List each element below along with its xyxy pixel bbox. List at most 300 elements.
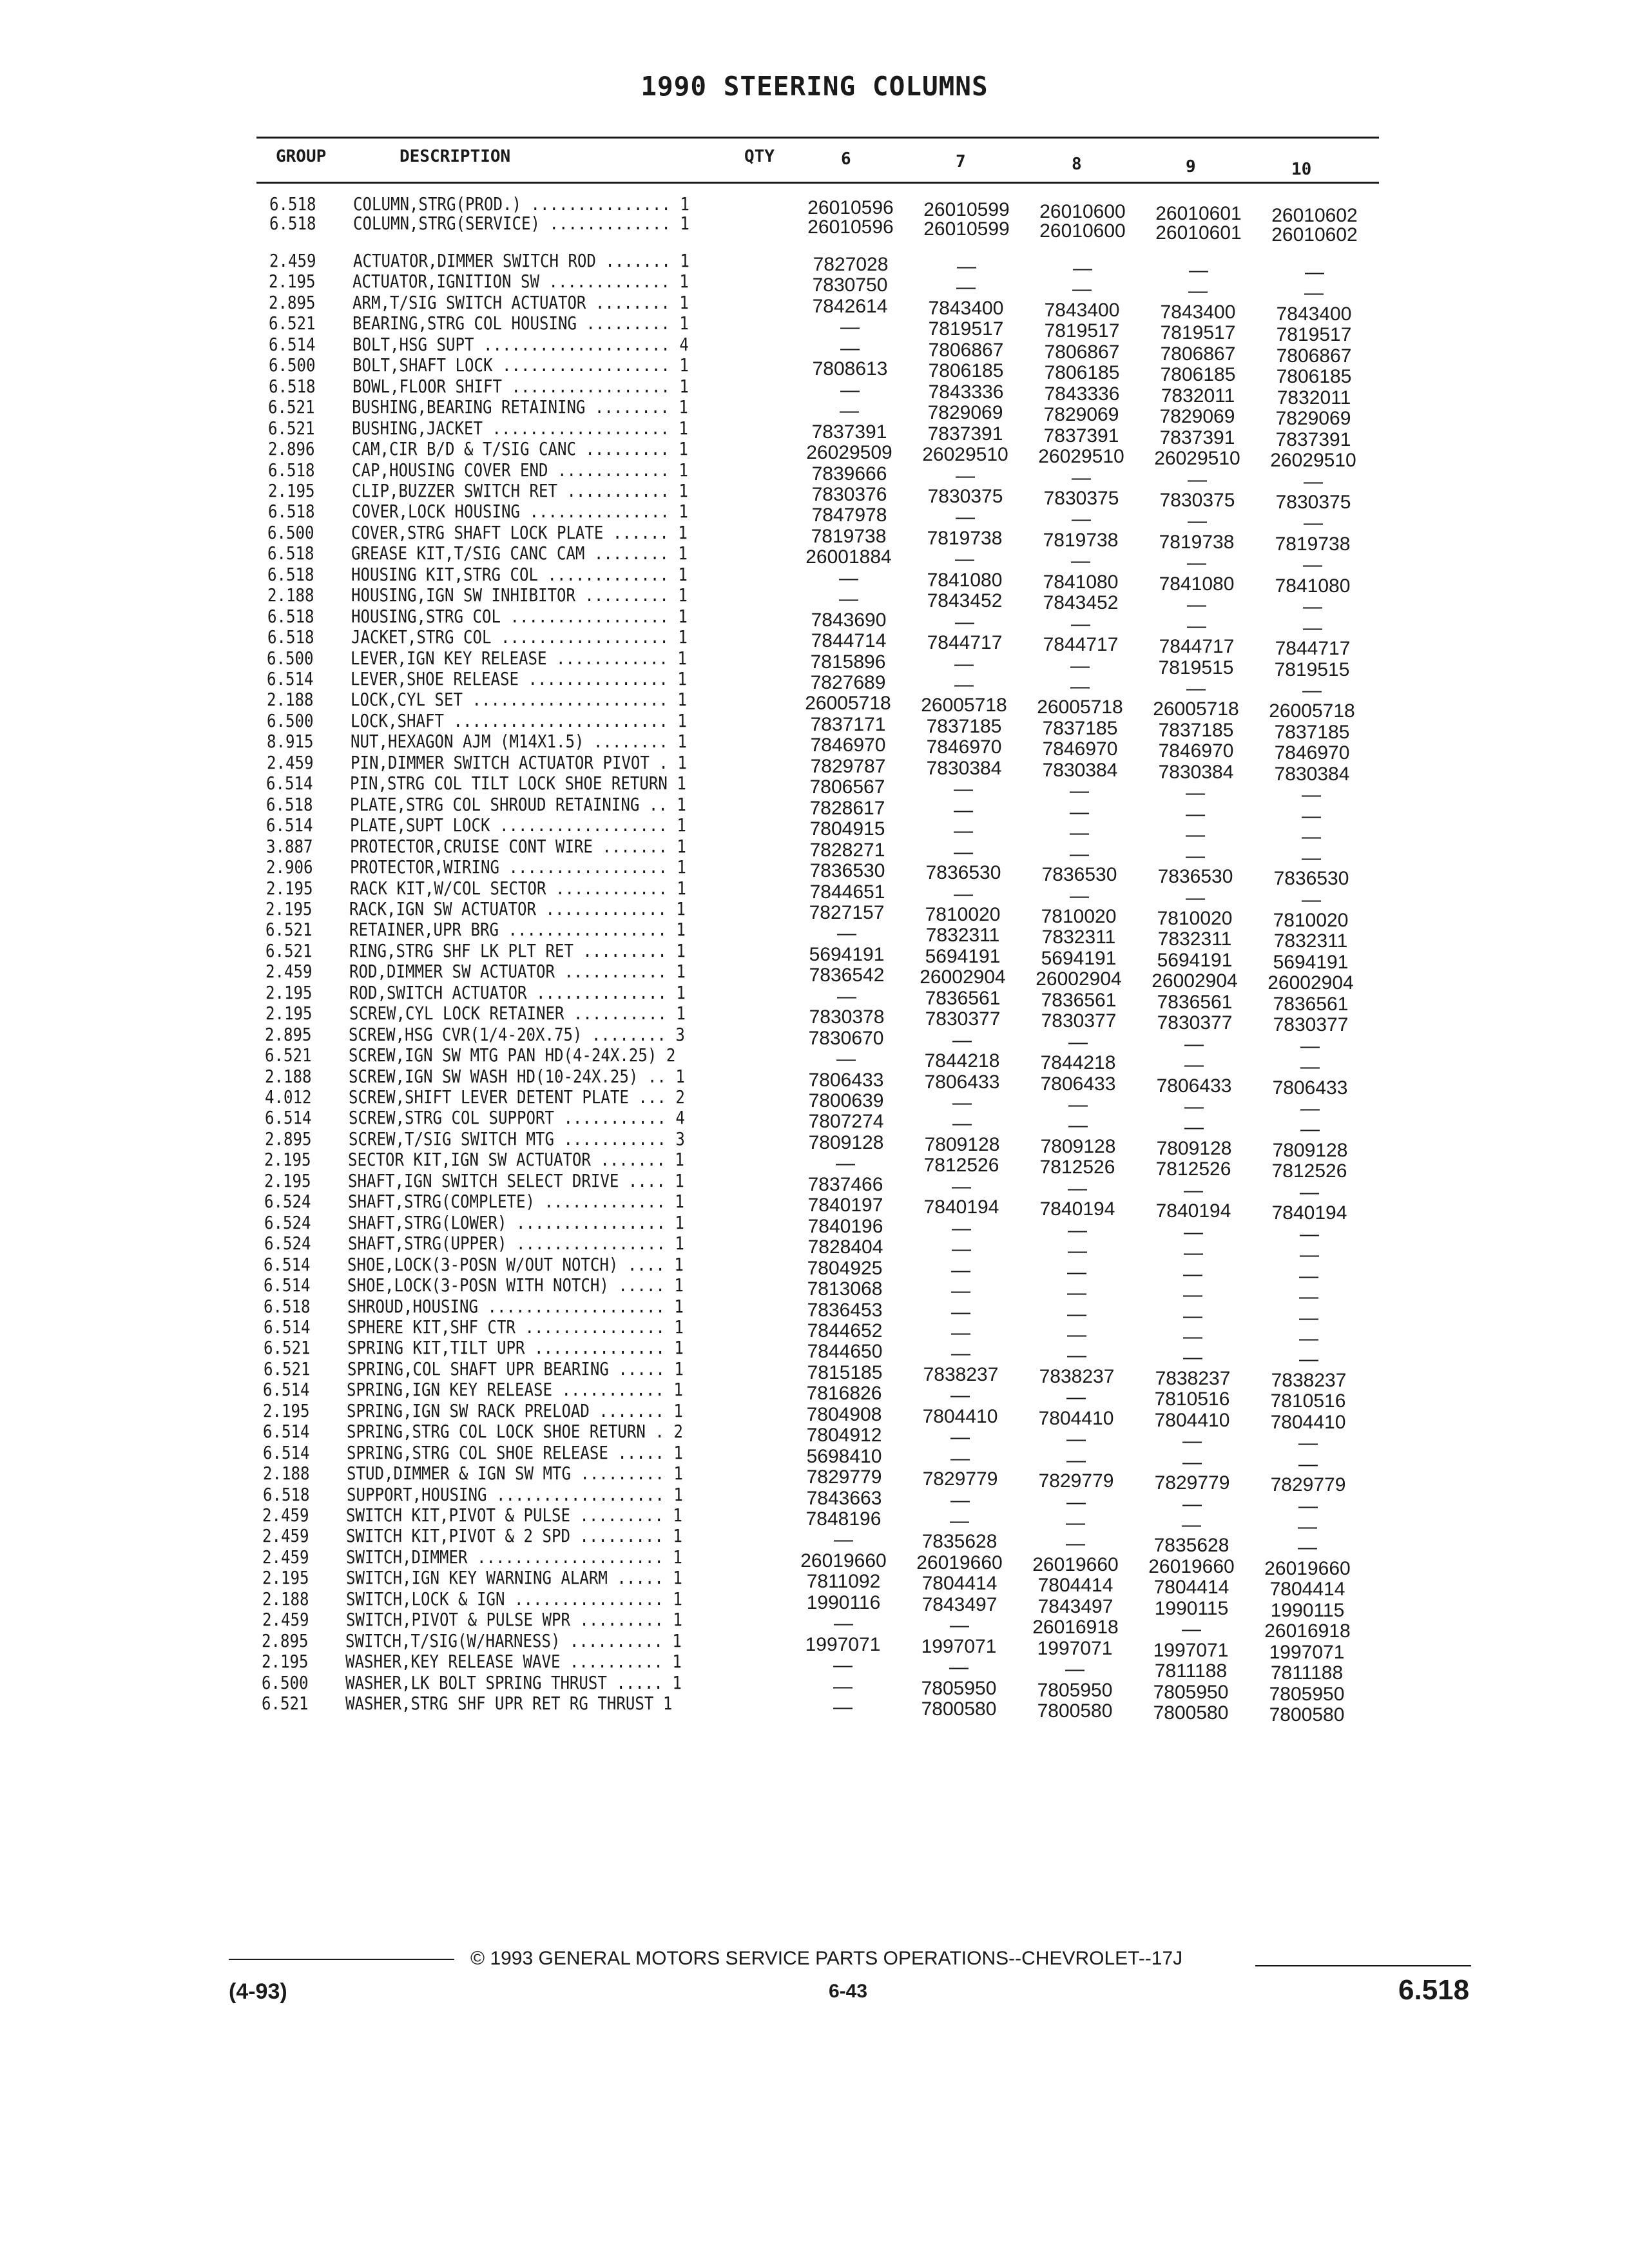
part-number-cell: 7829779 [1154,1472,1230,1494]
part-number-cell: 7816826 [806,1383,882,1405]
part-number-cell: — [1186,782,1205,804]
part-number-cell: — [951,1321,970,1343]
part-number-cell: — [1070,780,1089,802]
group-cell: 2.195 [269,271,316,293]
part-number-cell: — [1186,824,1205,846]
part-number-cell: — [840,400,859,422]
part-number-cell: — [1068,1115,1088,1137]
part-number-cell: 1997071 [1037,1637,1113,1659]
part-number-cell: 5694191 [925,945,1001,967]
group-cell: 2.188 [267,584,314,606]
description-cell: SPHERE KIT,SHF CTR ............... 1 [347,1316,684,1338]
group-cell: 2.195 [265,981,313,1003]
part-number-cell: — [1187,615,1206,637]
part-number-cell: — [1186,887,1205,908]
part-number-cell: 7836530 [809,860,885,882]
part-number-cell: — [1188,280,1208,302]
part-number-cell: 7806867 [1276,345,1352,367]
description-cell: PLATE,STRG COL SHROUD RETAINING .. 1 [350,793,686,815]
part-number-cell: — [1183,1347,1202,1369]
table-row [0,213,1629,245]
group-cell: 2.895 [265,1128,312,1149]
part-number-cell: 26010600 [1039,201,1126,222]
part-number-cell: 7843690 [811,609,887,631]
description-cell: COLUMN,STRG(PROD.) ............... 1 [353,193,689,215]
part-number-cell: 7828404 [807,1236,883,1258]
description-cell: SWITCH KIT,PIVOT & PULSE ......... 1 [346,1504,682,1526]
part-number-cell: 26019660 [1032,1553,1119,1575]
part-number-cell: 26002904 [1036,968,1122,990]
description-cell: ACTUATOR,IGNITION SW ............. 1 [352,271,689,293]
part-number-cell: — [1304,512,1323,534]
part-number-cell: 7836453 [807,1299,883,1321]
part-number-cell: 7804410 [1270,1411,1346,1433]
header-col-10: 10 [1291,160,1312,179]
part-number-cell: 7836530 [925,862,1001,884]
group-cell: 2.896 [268,438,315,460]
description-cell: HOUSING,IGN SW INHIBITOR ......... 1 [351,584,688,606]
part-number-cell: 7828617 [809,797,885,819]
group-cell: 2.195 [262,1651,309,1673]
part-number-cell: 7830377 [1041,1010,1117,1032]
part-number-cell: 26010601 [1155,203,1242,224]
description-cell: SHOE,LOCK(3-POSN W/OUT NOTCH) .... 1 [347,1253,684,1275]
part-number-cell: 7819515 [1274,658,1350,680]
header-group: GROUP [276,147,327,166]
part-number-cell: 7832311 [925,925,1000,947]
part-number-cell: — [1066,1533,1085,1555]
group-cell: 2.195 [265,1003,313,1024]
description-cell: SHAFT,STRG(LOWER) ................ 1 [348,1211,684,1233]
part-number-cell: — [1066,1387,1086,1408]
description-cell: CLIP,BUZZER SWITCH RET ........... 1 [352,479,688,501]
part-number-cell: 7844717 [1275,638,1351,660]
description-cell: WASHER,STRG SHF UPR RET RG THRUST 1 [345,1693,673,1715]
part-number-cell: — [954,799,973,821]
part-number-cell: — [1300,1181,1319,1203]
part-number-cell: — [836,1048,856,1070]
part-number-cell: — [1072,278,1092,300]
group-cell: 2.195 [265,898,313,919]
part-number-cell: 7809128 [1156,1137,1232,1159]
part-number-cell: 7830376 [811,483,887,505]
part-number-cell: 7810020 [1157,907,1233,929]
part-number-cell: 7836530 [1273,868,1349,890]
group-cell: 2.459 [262,1609,309,1631]
part-number-cell: 7806185 [1044,362,1120,384]
part-number-cell: 5694191 [1041,947,1117,969]
footer-date: (4-93) [229,1979,287,2004]
part-number-cell: 7837185 [1042,717,1118,739]
part-number-cell: 7800639 [808,1090,884,1111]
part-number-cell: 7829069 [1159,406,1235,428]
part-number-cell: 7837391 [1275,428,1351,450]
part-number-cell: — [1073,258,1092,279]
part-number-cell: 7844714 [811,630,887,652]
part-number-cell: 7835628 [921,1531,998,1553]
group-cell: 2.195 [266,877,313,899]
description-cell: SCREW,STRG COL SUPPORT ........... 4 [349,1107,685,1129]
part-number-cell: 7827689 [810,672,886,693]
part-number-cell: — [954,883,973,905]
part-number-cell: 7806567 [809,776,885,798]
part-number-cell: 7832311 [1157,928,1232,950]
part-number-cell: 7805950 [921,1677,997,1699]
part-number-cell: 7804915 [809,818,885,840]
part-number-cell: — [1183,1305,1202,1327]
part-number-cell: 26019660 [1264,1557,1351,1579]
group-cell: 6.521 [262,1693,309,1715]
group-cell: 6.521 [264,1358,311,1379]
group-cell: 6.521 [269,312,316,334]
description-cell: STUD,DIMMER & IGN SW MTG ......... 1 [347,1463,683,1485]
description-cell: SCREW,IGN SW MTG PAN HD(4-24X.25) 2 [349,1044,676,1066]
part-number-cell: 7808613 [812,358,888,380]
part-number-cell: — [1186,845,1205,867]
part-number-cell: 7844218 [924,1050,1000,1072]
group-cell: 6.500 [269,354,316,376]
part-number-cell: 7800580 [1153,1702,1229,1724]
part-number-cell: 7829069 [1275,408,1351,430]
part-number-cell: — [1303,617,1322,639]
part-number-cell: — [950,1615,969,1637]
part-number-cell: 26010596 [807,216,894,238]
part-number-cell: 7819517 [1276,324,1352,346]
description-cell: BOWL,FLOOR SHIFT ................. 1 [352,375,689,397]
part-number-cell: 1990116 [806,1591,881,1613]
group-cell: 6.514 [267,668,314,689]
part-number-cell: 7819517 [1160,322,1236,344]
part-number-cell: — [954,674,974,695]
part-number-cell: 5694191 [809,943,885,965]
part-number-cell: 7846970 [926,736,1002,758]
part-number-cell: 7800580 [1037,1700,1113,1722]
part-number-cell: — [951,1301,970,1323]
description-cell: WASHER,LK BOLT SPRING THRUST ..... 1 [345,1671,682,1693]
part-number-cell: 7810020 [1273,909,1349,931]
group-cell: 6.514 [264,1316,311,1338]
part-number-cell: 26010599 [923,199,1010,220]
description-cell: BEARING,STRG COL HOUSING ......... 1 [352,312,689,334]
part-number-cell: — [1182,1430,1202,1452]
group-cell: 6.518 [267,605,314,627]
part-number-cell: 26002904 [1268,972,1354,994]
part-number-cell: — [833,1696,853,1718]
part-number-cell: 7843452 [1043,592,1119,614]
group-cell: 8.915 [267,731,314,753]
group-cell: 6.518 [268,501,315,523]
part-number-cell: 7819738 [1275,533,1351,555]
part-number-cell: — [1067,1303,1086,1325]
part-number-cell: — [1299,1307,1318,1329]
part-number-cell: — [1182,1493,1202,1515]
group-cell: 2.459 [267,751,314,773]
group-cell: 2.895 [262,1629,309,1651]
group-cell: 6.521 [265,1044,312,1066]
part-number-cell: 1990115 [1154,1597,1229,1619]
part-number-cell: — [1299,1286,1318,1308]
part-number-cell: 7830377 [1157,1012,1233,1034]
part-number-cell: 7819517 [1044,320,1120,342]
part-number-cell: 7827028 [813,254,889,275]
part-number-cell: — [1072,508,1091,530]
part-number-cell: 7840194 [1155,1200,1231,1222]
part-number-cell: 7830375 [1043,487,1119,509]
group-cell: 6.500 [267,709,314,731]
description-cell: PLATE,SUPT LOCK .................. 1 [350,814,686,836]
group-cell: 6.518 [266,793,313,815]
part-number-cell: — [1305,262,1324,283]
description-cell: SHAFT,STRG(UPPER) ................ 1 [348,1233,684,1254]
part-number-cell: — [1070,885,1089,907]
description-cell: LOCK,SHAFT ....................... 1 [351,709,687,731]
part-number-cell: — [834,1529,853,1551]
part-number-cell: 7836561 [925,987,1001,1009]
description-cell: ARM,T/SIG SWITCH ACTUATOR ........ 1 [352,291,689,313]
group-cell: 2.906 [266,856,313,878]
description-cell: SHAFT,IGN SWITCH SELECT DRIVE .... 1 [348,1169,684,1191]
part-number-cell: 26002904 [1152,970,1238,992]
part-number-cell: — [1302,805,1321,827]
part-number-cell: — [837,985,856,1007]
header-col-6: 6 [841,149,851,169]
part-number-cell: 7829779 [806,1466,882,1488]
group-cell: 6.518 [267,626,314,648]
part-number-cell: 7843400 [1276,303,1352,325]
part-number-cell: 7846970 [1274,742,1350,764]
part-number-cell: — [839,567,858,589]
group-cell: 6.518 [267,543,314,564]
part-number-cell: 7804414 [1037,1575,1113,1597]
part-number-cell: — [1300,1098,1320,1119]
part-number-cell: 7844652 [807,1320,883,1341]
part-number-cell: 7806867 [1160,343,1236,365]
part-number-cell: 7836530 [1157,866,1233,888]
part-number-cell: 7813068 [807,1278,883,1300]
part-number-cell: 7804410 [1154,1409,1230,1431]
part-number-cell: 7830384 [926,757,1002,779]
description-cell: SWITCH KIT,PIVOT & 2 SPD ......... 1 [346,1525,682,1547]
part-number-cell: — [950,1385,970,1407]
description-cell: HOUSING KIT,STRG COL ............. 1 [351,563,688,585]
footer-copyright: © 1993 GENERAL MOTORS SERVICE PARTS OPERATIONS--CHEVROLET--17J [470,1948,1183,1969]
part-number-cell: 7846970 [1042,738,1118,760]
part-number-cell: 7806185 [928,360,1004,382]
part-number-cell: 7840194 [923,1196,999,1218]
part-number-cell: — [1187,594,1206,616]
part-number-cell: — [1304,470,1323,492]
part-number-cell: — [1184,1096,1204,1117]
part-number-cell: — [1303,554,1322,576]
part-number-cell: — [1304,282,1324,304]
part-number-cell: 7805950 [1153,1681,1229,1703]
part-number-cell: 7811188 [1270,1662,1344,1684]
part-number-cell: — [1068,1240,1087,1262]
group-cell: 2.459 [262,1504,309,1526]
part-number-cell: 7836561 [1273,993,1349,1015]
description-cell: SPRING KIT,TILT UPR .............. 1 [347,1337,684,1359]
group-cell: 6.524 [264,1191,311,1213]
group-cell: 6.514 [264,1274,311,1296]
group-cell: 3.887 [266,835,313,857]
description-cell: PROTECTOR,CRUISE CONT WIRE ....... 1 [350,835,686,857]
part-number-cell: 7815896 [810,651,886,673]
part-number-cell: — [1183,1263,1202,1285]
part-number-cell: 7837185 [1274,721,1350,743]
part-number-cell: 7830384 [1042,759,1118,781]
description-cell: SUPPORT,HOUSING .................. 1 [347,1483,683,1505]
part-number-cell: 7829069 [1043,404,1119,426]
part-number-cell: 7806433 [924,1071,1000,1093]
part-number-cell: 7832011 [1161,385,1235,407]
description-cell: NUT,HEXAGON AJM (M14X1.5) ........ 1 [351,731,687,753]
description-cell: SWITCH,T/SIG(W/HARNESS) .......... 1 [345,1629,682,1651]
group-cell: 6.518 [269,213,316,234]
group-cell: 6.521 [264,1337,311,1359]
part-number-cell: 7819517 [928,318,1004,340]
description-cell: SWITCH,IGN KEY WARNING ALARM ..... 1 [346,1567,682,1589]
part-number-cell: — [1067,1261,1086,1283]
part-number-cell: — [1184,1179,1203,1201]
group-cell: 2.188 [267,689,314,711]
part-number-cell: — [1299,1327,1318,1349]
description-cell: ROD,SWITCH ACTUATOR .............. 1 [349,981,686,1003]
part-number-cell: 7806867 [1044,341,1120,363]
group-cell: 6.514 [263,1421,310,1443]
part-number-cell: — [1070,655,1090,677]
description-cell: LEVER,IGN KEY RELEASE ............ 1 [351,647,687,669]
description-cell: BUSHING,BEARING RETAINING ........ 1 [352,396,688,418]
part-number-cell: 26016918 [1264,1620,1351,1642]
part-number-cell: — [950,1427,970,1448]
group-cell: 6.518 [264,1295,311,1317]
part-number-cell: — [1183,1284,1202,1306]
part-number-cell: 26029510 [1038,446,1124,468]
description-cell: SPRING,STRG COL SHOE RELEASE ..... 1 [347,1441,683,1463]
part-number-cell: — [1298,1453,1318,1475]
description-cell: SPRING,COL SHAFT UPR BEARING ..... 1 [347,1358,684,1379]
part-number-cell: 7839666 [811,463,887,485]
part-number-cell: 1997071 [805,1633,881,1655]
description-cell: HOUSING,STRG COL ................. 1 [351,605,688,627]
part-number-cell: — [951,1259,970,1281]
part-number-cell: 7847978 [811,505,887,526]
part-number-cell: 7844651 [809,881,885,903]
part-number-cell: — [1072,466,1091,488]
description-cell: SWITCH,PIVOT & PULSE WPR ......... 1 [346,1609,682,1631]
group-cell: 6.518 [269,375,316,397]
part-number-cell: — [1070,801,1089,823]
part-number-cell: — [955,611,974,633]
part-number-cell: 7830750 [812,274,888,296]
part-number-cell: 7812526 [923,1155,999,1177]
part-number-cell: — [956,506,975,528]
part-number-cell: 7844717 [1043,634,1119,656]
part-number-cell: 26029510 [922,444,1008,466]
part-number-cell: 7806867 [928,339,1004,361]
group-cell: 2.895 [265,1023,312,1045]
description-cell: SWITCH,LOCK & IGN ................ 1 [346,1588,682,1610]
part-number-cell: 5698410 [806,1445,882,1467]
part-number-cell: 7806433 [1272,1077,1348,1099]
part-number-cell: — [840,379,860,401]
part-number-cell: — [1302,847,1321,869]
part-number-cell: — [954,841,973,863]
part-number-cell: 7846970 [1158,740,1234,762]
part-number-cell: 7809128 [1272,1139,1348,1161]
part-number-cell: 7843400 [928,297,1004,319]
part-number-cell: 7828271 [809,839,885,861]
part-number-cell: 7804414 [1269,1579,1345,1600]
description-cell: LEVER,SHOE RELEASE ............... 1 [351,668,687,689]
part-number-cell: — [1300,1035,1320,1057]
part-number-cell: 7841080 [927,569,1003,591]
part-number-cell: 7843400 [1044,299,1120,321]
part-number-cell: 7838237 [1155,1367,1231,1389]
header-qty: QTY [744,147,775,166]
part-number-cell: 7804912 [806,1425,882,1446]
group-cell: 6.518 [269,193,316,215]
part-number-cell: 1997071 [921,1635,997,1657]
part-number-cell: — [833,1655,853,1677]
part-number-cell: 7837185 [926,715,1002,737]
part-number-cell: 7836561 [1157,991,1233,1013]
part-number-cell: 7809128 [1040,1135,1116,1157]
part-number-cell: — [1184,1054,1204,1076]
part-number-cell: — [1300,1223,1319,1245]
group-cell: 6.514 [266,814,313,836]
part-number-cell: — [837,923,856,945]
part-number-cell: — [957,256,976,277]
part-number-cell: 7804410 [1038,1407,1114,1429]
part-number-cell: 7838237 [923,1363,999,1385]
table-row [0,1693,1621,1726]
group-cell: 4.012 [265,1086,312,1108]
description-cell: SHOE,LOCK(3-POSN WITH NOTCH) ..... 1 [347,1274,684,1296]
description-cell: BUSHING,JACKET ................... 1 [352,417,688,439]
part-number-cell: 7848196 [805,1508,882,1530]
description-cell: SCREW,HSG CVR(1/4-20X.75) ........ 3 [349,1023,685,1045]
part-number-cell: 7830378 [809,1006,885,1028]
part-number-cell: 7843497 [921,1593,998,1615]
part-number-cell: 7812526 [1271,1160,1347,1182]
part-number-cell: 7843497 [1037,1595,1113,1617]
part-number-cell: 7830375 [1159,489,1235,511]
part-number-cell: 7815185 [807,1361,883,1383]
description-cell: ACTUATOR,DIMMER SWITCH ROD ....... 1 [353,250,689,271]
part-number-cell: — [952,1029,972,1051]
part-number-cell: 26010602 [1271,205,1358,226]
part-number-cell: — [1184,1221,1203,1243]
description-cell: RACK,IGN SW ACTUATOR ............. 1 [349,898,686,919]
part-number-cell: 7804410 [922,1405,998,1427]
part-number-cell: 7837185 [1158,719,1234,741]
part-number-cell: — [836,1153,855,1175]
group-cell: 2.459 [269,250,316,271]
part-number-cell: — [956,276,976,298]
description-cell: CAP,HOUSING COVER END ............ 1 [352,459,688,481]
group-cell: 6.518 [268,459,315,481]
part-number-cell: — [952,1113,972,1135]
part-number-cell: — [1184,1117,1204,1139]
part-number-cell: — [1066,1491,1086,1513]
description-cell: SWITCH,DIMMER .................... 1 [346,1546,682,1568]
part-number-cell: 7840194 [1271,1202,1347,1224]
part-number-cell: 26019660 [800,1550,887,1571]
part-number-cell: 7810020 [1041,905,1117,927]
part-number-cell: 7837391 [927,423,1003,445]
group-cell: 6.514 [264,1253,311,1275]
